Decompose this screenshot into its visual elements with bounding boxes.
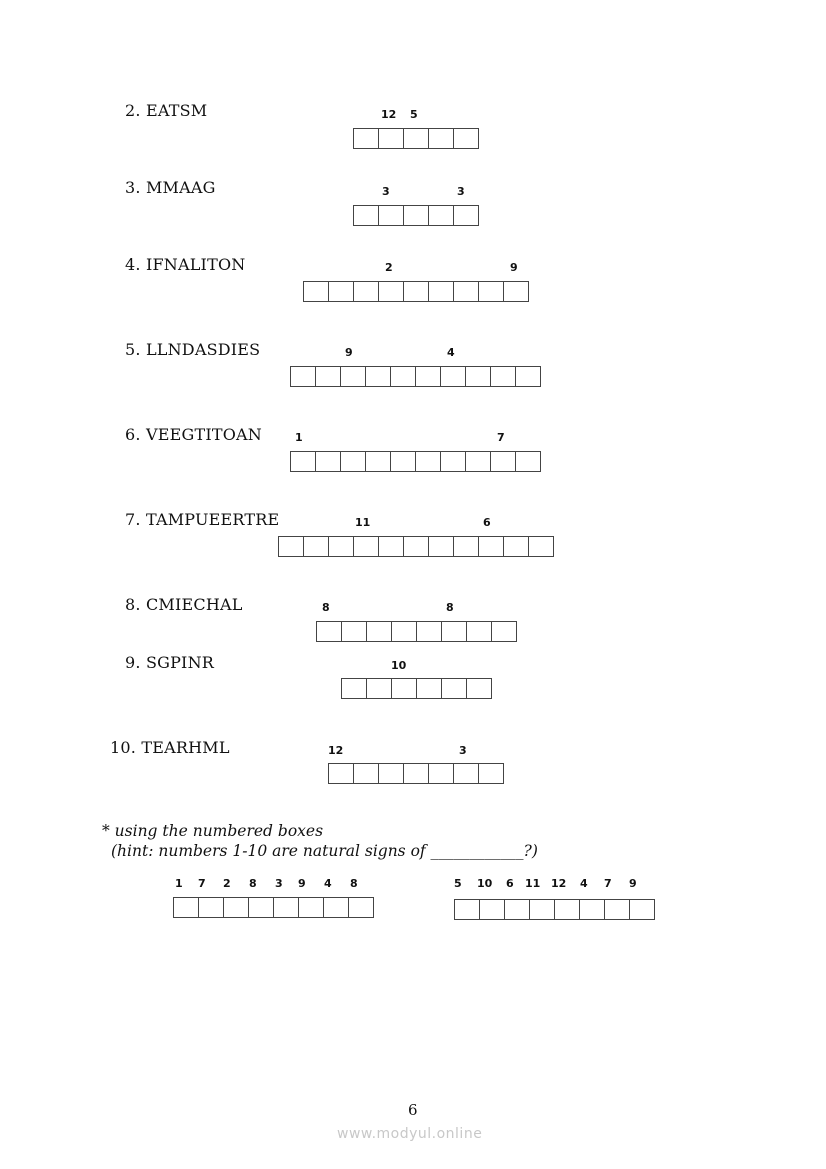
letter-box[interactable]	[290, 366, 316, 387]
letter-box[interactable]	[428, 763, 454, 784]
letter-box[interactable]	[248, 897, 274, 918]
letter-box[interactable]	[328, 281, 354, 302]
clue-number: 6	[506, 877, 514, 890]
clue-number: 10	[391, 659, 407, 672]
hint-line: (hint: numbers 1-10 are natural signs of ____________?)	[111, 842, 538, 860]
letter-box[interactable]	[465, 451, 491, 472]
clue-number: 4	[324, 877, 332, 890]
letter-box[interactable]	[416, 621, 442, 642]
scrambled-word: 4. IFNALITON	[125, 255, 246, 274]
clue-number: 10	[477, 877, 493, 890]
scrambled-word: 2. EATSM	[125, 101, 208, 120]
letter-box[interactable]	[353, 536, 379, 557]
clue-number: 8	[350, 877, 358, 890]
clue-number: 8	[446, 601, 454, 614]
clue-number: 3	[275, 877, 283, 890]
letter-box[interactable]	[341, 678, 367, 699]
letter-box[interactable]	[273, 897, 299, 918]
scrambled-word: 6. VEEGTITOAN	[125, 425, 262, 444]
letter-box[interactable]	[378, 536, 404, 557]
clue-number: 7	[497, 431, 505, 444]
letter-box[interactable]	[340, 366, 366, 387]
letter-box[interactable]	[466, 621, 492, 642]
letter-box[interactable]	[390, 366, 416, 387]
letter-box[interactable]	[290, 451, 316, 472]
letter-box[interactable]	[629, 899, 655, 920]
letter-box[interactable]	[403, 205, 429, 226]
clue-number: 9	[629, 877, 637, 890]
letter-box[interactable]	[503, 281, 529, 302]
letter-box[interactable]	[491, 621, 517, 642]
clue-number: 1	[295, 431, 303, 444]
answer-boxes	[353, 128, 479, 149]
letter-box[interactable]	[579, 899, 605, 920]
letter-box[interactable]	[490, 366, 516, 387]
letter-box[interactable]	[554, 899, 580, 920]
clue-number: 8	[322, 601, 330, 614]
letter-box[interactable]	[440, 451, 466, 472]
clue-number: 7	[198, 877, 206, 890]
letter-box[interactable]	[353, 763, 379, 784]
letter-box[interactable]	[490, 451, 516, 472]
scrambled-word: 7. TAMPUEERTRE	[125, 510, 280, 529]
letter-box[interactable]	[440, 366, 466, 387]
letter-box[interactable]	[378, 128, 404, 149]
letter-box[interactable]	[353, 205, 379, 226]
letter-box[interactable]	[403, 128, 429, 149]
answer-boxes	[278, 536, 554, 557]
clue-number: 3	[457, 185, 465, 198]
letter-box[interactable]	[504, 899, 530, 920]
watermark: www.modyul.online	[337, 1126, 483, 1142]
clue-number: 2	[223, 877, 231, 890]
clue-number: 11	[525, 877, 541, 890]
letter-box[interactable]	[453, 536, 479, 557]
letter-box[interactable]	[453, 205, 479, 226]
clue-number: 6	[483, 516, 491, 529]
letter-box[interactable]	[390, 451, 416, 472]
answer-boxes	[341, 678, 492, 699]
clue-number: 4	[447, 346, 455, 359]
letter-box[interactable]	[428, 205, 454, 226]
clue-number: 1	[175, 877, 183, 890]
instruction-line: * using the numbered boxes	[102, 822, 324, 840]
answer-boxes	[303, 281, 529, 302]
letter-box[interactable]	[303, 281, 329, 302]
letter-box[interactable]	[478, 281, 504, 302]
letter-box[interactable]	[453, 281, 479, 302]
answer-boxes	[454, 899, 655, 920]
letter-box[interactable]	[378, 281, 404, 302]
scrambled-word: 10. TEARHML	[110, 738, 230, 757]
page-number: 6	[408, 1101, 418, 1119]
letter-box[interactable]	[415, 451, 441, 472]
letter-box[interactable]	[328, 763, 354, 784]
letter-box[interactable]	[453, 128, 479, 149]
scrambled-word: 8. CMIECHAL	[125, 595, 243, 614]
letter-box[interactable]	[365, 366, 391, 387]
letter-box[interactable]	[378, 763, 404, 784]
letter-box[interactable]	[529, 899, 555, 920]
answer-boxes	[328, 763, 504, 784]
clue-number: 9	[510, 261, 518, 274]
letter-box[interactable]	[428, 281, 454, 302]
letter-box[interactable]	[378, 205, 404, 226]
letter-box[interactable]	[391, 678, 417, 699]
letter-box[interactable]	[340, 451, 366, 472]
letter-box[interactable]	[466, 678, 492, 699]
letter-box[interactable]	[515, 366, 541, 387]
letter-box[interactable]	[465, 366, 491, 387]
answer-boxes	[290, 451, 541, 472]
letter-box[interactable]	[315, 451, 341, 472]
letter-box[interactable]	[428, 128, 454, 149]
clue-number: 3	[382, 185, 390, 198]
clue-number: 4	[580, 877, 588, 890]
letter-box[interactable]	[348, 897, 374, 918]
letter-box[interactable]	[391, 621, 417, 642]
letter-box[interactable]	[223, 897, 249, 918]
letter-box[interactable]	[365, 451, 391, 472]
letter-box[interactable]	[366, 621, 392, 642]
letter-box[interactable]	[278, 536, 304, 557]
scrambled-word: 5. LLNDASDIES	[125, 340, 261, 359]
letter-box[interactable]	[198, 897, 224, 918]
letter-box[interactable]	[353, 128, 379, 149]
clue-number: 11	[355, 516, 371, 529]
clue-number: 12	[328, 744, 344, 757]
letter-box[interactable]	[366, 678, 392, 699]
answer-boxes	[290, 366, 541, 387]
answer-boxes	[353, 205, 479, 226]
letter-box[interactable]	[323, 897, 349, 918]
letter-box[interactable]	[328, 536, 354, 557]
letter-box[interactable]	[441, 621, 467, 642]
letter-box[interactable]	[478, 763, 504, 784]
letter-box[interactable]	[416, 678, 442, 699]
answer-boxes	[173, 897, 374, 918]
letter-box[interactable]	[298, 897, 324, 918]
letter-box[interactable]	[515, 451, 541, 472]
clue-number: 12	[381, 108, 397, 121]
letter-box[interactable]	[604, 899, 630, 920]
letter-box[interactable]	[403, 763, 429, 784]
letter-box[interactable]	[454, 899, 480, 920]
scrambled-word: 9. SGPINR	[125, 653, 215, 672]
letter-box[interactable]	[528, 536, 554, 557]
letter-box[interactable]	[441, 678, 467, 699]
letter-box[interactable]	[415, 366, 441, 387]
letter-box[interactable]	[453, 763, 479, 784]
letter-box[interactable]	[428, 536, 454, 557]
clue-number: 12	[551, 877, 567, 890]
clue-number: 2	[385, 261, 393, 274]
letter-box[interactable]	[403, 536, 429, 557]
letter-box[interactable]	[353, 281, 379, 302]
scrambled-word: 3. MMAAG	[125, 178, 216, 197]
letter-box[interactable]	[315, 366, 341, 387]
answer-boxes	[316, 621, 517, 642]
letter-box[interactable]	[303, 536, 329, 557]
clue-number: 5	[410, 108, 418, 121]
letter-box[interactable]	[173, 897, 199, 918]
letter-box[interactable]	[341, 621, 367, 642]
clue-number: 3	[459, 744, 467, 757]
letter-box[interactable]	[478, 536, 504, 557]
letter-box[interactable]	[403, 281, 429, 302]
clue-number: 7	[604, 877, 612, 890]
clue-number: 5	[454, 877, 462, 890]
clue-number: 9	[298, 877, 306, 890]
letter-box[interactable]	[503, 536, 529, 557]
clue-number: 8	[249, 877, 257, 890]
letter-box[interactable]	[479, 899, 505, 920]
clue-number: 9	[345, 346, 353, 359]
letter-box[interactable]	[316, 621, 342, 642]
